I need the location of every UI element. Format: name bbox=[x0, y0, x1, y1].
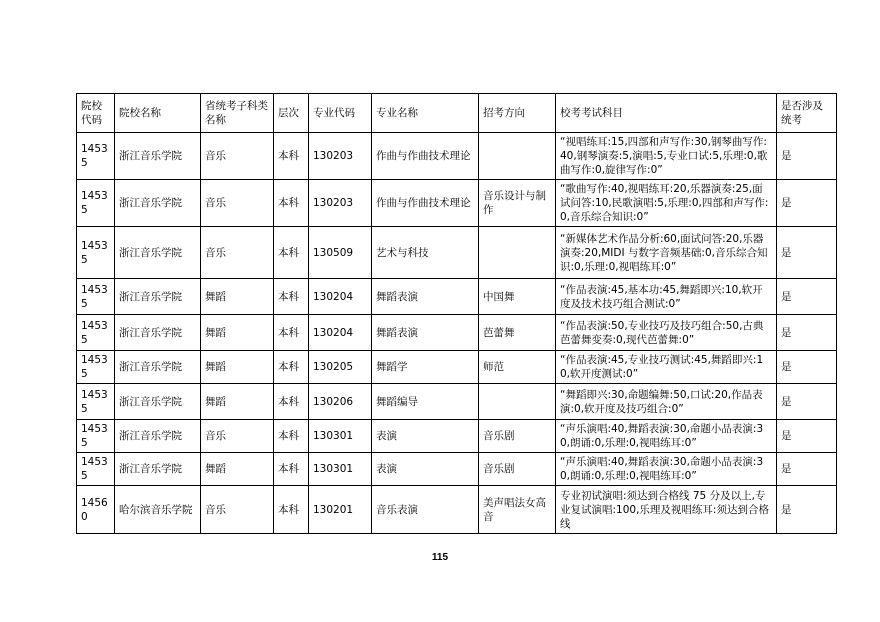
cell-subcategory: 舞蹈 bbox=[201, 384, 274, 420]
cell-unified-exam: 是 bbox=[777, 180, 837, 227]
cell-school-name: 浙江音乐学院 bbox=[115, 420, 201, 453]
cell-subcategory: 音乐 bbox=[201, 133, 274, 180]
cell-subcategory: 舞蹈 bbox=[201, 453, 274, 486]
cell-major-code: 130301 bbox=[309, 420, 372, 453]
table-row bbox=[77, 315, 837, 351]
cell-exam-subjects: “声乐演唱:40,舞蹈表演:30,命题小品表演:30,朗诵:0,乐理:0,视唱练耳:0” bbox=[556, 420, 777, 453]
cell-major-name: 艺术与科技 bbox=[372, 227, 479, 279]
cell-school-name: 浙江音乐学院 bbox=[115, 133, 201, 180]
table-row bbox=[77, 133, 837, 180]
cell-exam-subjects: “舞蹈即兴:30,命题编舞:50,口试:20,作品表演:0,软开度及技巧组合:0” bbox=[556, 384, 777, 420]
cell-school-code: 14535 bbox=[77, 453, 115, 486]
cell-major-code: 130509 bbox=[309, 227, 372, 279]
cell-school-code: 14535 bbox=[77, 227, 115, 279]
cell-level: 本科 bbox=[274, 351, 309, 384]
cell-major-code: 130203 bbox=[309, 133, 372, 180]
cell-major-code: 130204 bbox=[309, 315, 372, 351]
cell-exam-subjects: “声乐演唱:40,舞蹈表演:30,命题小品表演:30,朗诵:0,乐理:0,视唱练耳:0” bbox=[556, 453, 777, 486]
cell-level: 本科 bbox=[274, 133, 309, 180]
cell-level: 本科 bbox=[274, 420, 309, 453]
cell-school-name: 浙江音乐学院 bbox=[115, 384, 201, 420]
cell-school-name: 浙江音乐学院 bbox=[115, 453, 201, 486]
cell-exam-subjects: “歌曲写作:40,视唱练耳:20,乐器演奏:25,面试问答:10,民歌演唱:5,乐理:0,四部和声写作:0,音乐综合知识:0” bbox=[556, 180, 777, 227]
cell-exam-subjects: “视唱练耳:15,四部和声写作:30,钢琴曲写作:40,钢琴演奏:5,演唱:5,专业口试:5,乐理:0,歌曲写作:0,旋律写作:0” bbox=[556, 133, 777, 180]
cell-direction bbox=[479, 227, 556, 279]
admission-table bbox=[76, 93, 837, 534]
cell-school-code: 14535 bbox=[77, 351, 115, 384]
cell-subcategory: 音乐 bbox=[201, 180, 274, 227]
cell-major-code: 130206 bbox=[309, 384, 372, 420]
header-unified-exam: 是否涉及统考 bbox=[777, 94, 837, 133]
table-row bbox=[77, 384, 837, 420]
cell-school-code: 14535 bbox=[77, 133, 115, 180]
cell-major-name: 舞蹈编导 bbox=[372, 384, 479, 420]
cell-exam-subjects: “作品表演:45,基本功:45,舞蹈即兴:10,软开度及技术技巧组合测试:0” bbox=[556, 279, 777, 315]
cell-subcategory: 舞蹈 bbox=[201, 315, 274, 351]
cell-direction bbox=[479, 133, 556, 180]
cell-school-code: 14535 bbox=[77, 180, 115, 227]
cell-school-name: 浙江音乐学院 bbox=[115, 227, 201, 279]
cell-school-name: 浙江音乐学院 bbox=[115, 180, 201, 227]
cell-major-name: 作曲与作曲技术理论 bbox=[372, 133, 479, 180]
cell-subcategory: 音乐 bbox=[201, 486, 274, 534]
cell-unified-exam: 是 bbox=[777, 486, 837, 534]
table-row bbox=[77, 227, 837, 279]
cell-subcategory: 舞蹈 bbox=[201, 279, 274, 315]
cell-subcategory: 舞蹈 bbox=[201, 351, 274, 384]
cell-subcategory: 音乐 bbox=[201, 227, 274, 279]
cell-level: 本科 bbox=[274, 384, 309, 420]
page-number: 115 bbox=[431, 552, 449, 563]
cell-major-name: 作曲与作曲技术理论 bbox=[372, 180, 479, 227]
cell-unified-exam: 是 bbox=[777, 351, 837, 384]
header-row bbox=[77, 94, 837, 133]
cell-school-name: 浙江音乐学院 bbox=[115, 351, 201, 384]
cell-school-name: 浙江音乐学院 bbox=[115, 279, 201, 315]
header-school-code: 院校代码 bbox=[77, 94, 115, 133]
cell-major-code: 130203 bbox=[309, 180, 372, 227]
cell-exam-subjects: “作品表演:45,专业技巧测试:45,舞蹈即兴:10,软开度测试:0” bbox=[556, 351, 777, 384]
header-level: 层次 bbox=[274, 94, 309, 133]
cell-direction: 音乐设计与制作 bbox=[479, 180, 556, 227]
cell-direction: 美声唱法女高音 bbox=[479, 486, 556, 534]
cell-exam-subjects: “作品表演:50,专业技巧及技巧组合:50,古典芭蕾舞变奏:0,现代芭蕾舞:0” bbox=[556, 315, 777, 351]
cell-school-name: 哈尔滨音乐学院 bbox=[115, 486, 201, 534]
cell-unified-exam: 是 bbox=[777, 133, 837, 180]
cell-school-code: 14535 bbox=[77, 279, 115, 315]
cell-unified-exam: 是 bbox=[777, 420, 837, 453]
cell-school-code: 14535 bbox=[77, 420, 115, 453]
header-subcategory: 省统考子科类名称 bbox=[201, 94, 274, 133]
cell-major-name: 舞蹈学 bbox=[372, 351, 479, 384]
cell-major-code: 130301 bbox=[309, 453, 372, 486]
cell-direction: 芭蕾舞 bbox=[479, 315, 556, 351]
cell-unified-exam: 是 bbox=[777, 384, 837, 420]
table-row bbox=[77, 486, 837, 534]
header-direction: 招考方向 bbox=[479, 94, 556, 133]
cell-direction: 师范 bbox=[479, 351, 556, 384]
table-row bbox=[77, 351, 837, 384]
cell-unified-exam: 是 bbox=[777, 227, 837, 279]
cell-exam-subjects: 专业初试演唱:须达到合格线 75 分及以上,专业复试演唱:100,乐理及视唱练耳:须达到合格线 bbox=[556, 486, 777, 534]
cell-direction: 音乐剧 bbox=[479, 453, 556, 486]
header-major-name: 专业名称 bbox=[372, 94, 479, 133]
cell-major-name: 舞蹈表演 bbox=[372, 315, 479, 351]
cell-direction bbox=[479, 384, 556, 420]
header-school-name: 院校名称 bbox=[115, 94, 201, 133]
cell-level: 本科 bbox=[274, 486, 309, 534]
table-body bbox=[77, 133, 837, 534]
cell-major-code: 130205 bbox=[309, 351, 372, 384]
cell-school-code: 14535 bbox=[77, 384, 115, 420]
cell-school-code: 14560 bbox=[77, 486, 115, 534]
cell-major-name: 音乐表演 bbox=[372, 486, 479, 534]
cell-major-name: 表演 bbox=[372, 453, 479, 486]
cell-subcategory: 音乐 bbox=[201, 420, 274, 453]
table-row bbox=[77, 453, 837, 486]
cell-major-code: 130204 bbox=[309, 279, 372, 315]
table-row bbox=[77, 420, 837, 453]
cell-major-name: 表演 bbox=[372, 420, 479, 453]
cell-level: 本科 bbox=[274, 227, 309, 279]
header-major-code: 专业代码 bbox=[309, 94, 372, 133]
cell-level: 本科 bbox=[274, 180, 309, 227]
header-exam-subjects: 校考考试科目 bbox=[556, 94, 777, 133]
cell-direction: 中国舞 bbox=[479, 279, 556, 315]
cell-level: 本科 bbox=[274, 315, 309, 351]
cell-unified-exam: 是 bbox=[777, 315, 837, 351]
cell-level: 本科 bbox=[274, 453, 309, 486]
cell-major-code: 130201 bbox=[309, 486, 372, 534]
cell-major-name: 舞蹈表演 bbox=[372, 279, 479, 315]
table-row bbox=[77, 180, 837, 227]
cell-school-name: 浙江音乐学院 bbox=[115, 315, 201, 351]
cell-exam-subjects: “新媒体艺术作品分析:60,面试问答:20,乐器演奏:20,MIDI 与数字音频基础:0,音乐综合知识:0,乐理:0,视唱练耳:0” bbox=[556, 227, 777, 279]
cell-unified-exam: 是 bbox=[777, 453, 837, 486]
cell-school-code: 14535 bbox=[77, 315, 115, 351]
table-row bbox=[77, 279, 837, 315]
cell-unified-exam: 是 bbox=[777, 279, 837, 315]
cell-level: 本科 bbox=[274, 279, 309, 315]
cell-direction: 音乐剧 bbox=[479, 420, 556, 453]
